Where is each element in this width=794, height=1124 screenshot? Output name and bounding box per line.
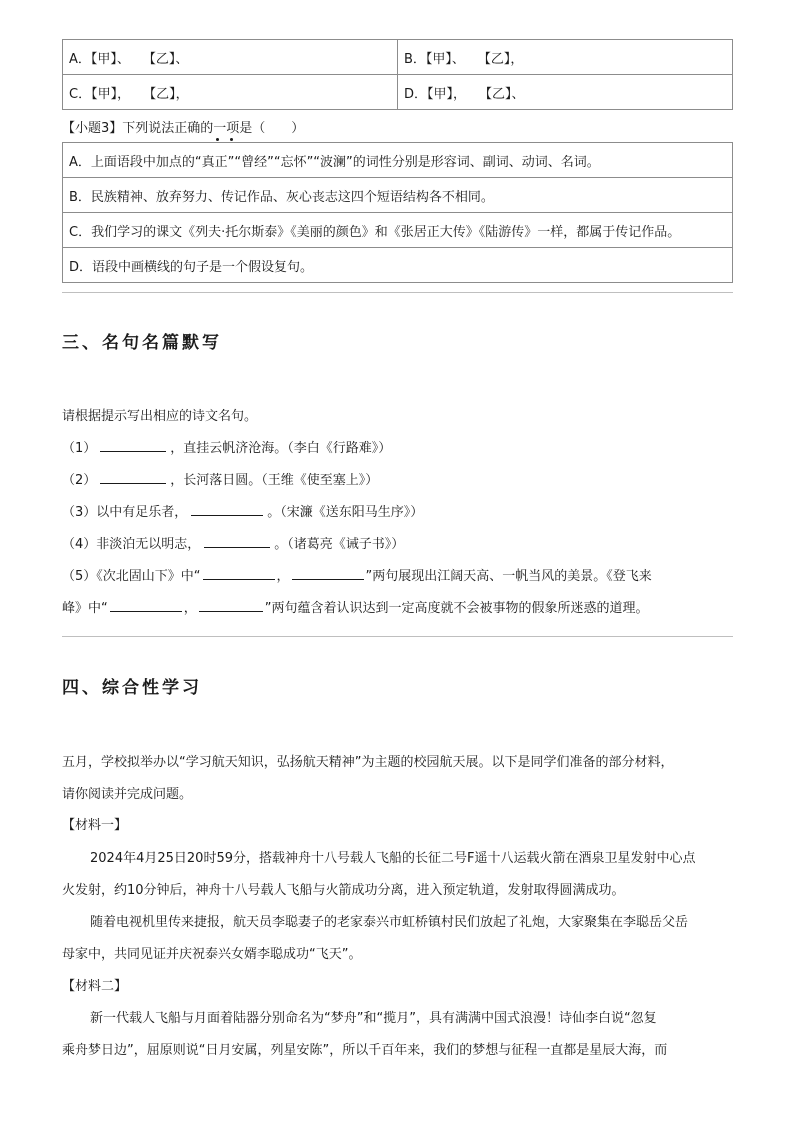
divider (62, 636, 733, 637)
choice-b[interactable]: B．【甲】、 【乙】， (398, 40, 733, 75)
poem-item-5-line1: （5）《次北固山下》中“ ， ”两句展现出江阔天高、一帆当风的美景。《登飞来 (62, 569, 652, 584)
q3-option-a[interactable]: A．上面语段中加点的“真正”“曾经”“忘怀”“波澜”的词性分别是形容词、副词、动词、名词。 (63, 143, 733, 178)
material-1-para-1-line1: 2024年4月25日20时59分，搭载神舟十八号载人飞船的长征二号F遥十八运载火箭在酒泉卫星发射中心点 (90, 851, 696, 866)
emphasis-dot (216, 138, 219, 141)
q3-option-c[interactable]: C．我们学习的课文《列夫·托尔斯泰》《美丽的颜色》和《张居正大传》《陆游传》一样，都属于传记作品。 (63, 213, 733, 248)
answer-blank[interactable] (100, 471, 166, 484)
material-1-label: 【材料一】 (62, 818, 128, 833)
material-2-label: 【材料二】 (62, 979, 128, 994)
answer-blank[interactable] (203, 567, 275, 580)
material-1-para-2-line2: 母家中，共同见证并庆祝泰兴女婿李聪成功“飞天”。 (62, 947, 362, 962)
choice-a[interactable]: A．【甲】、 【乙】、 (63, 40, 398, 75)
q3-options-table (62, 142, 733, 283)
section-4-intro-line1: 五月，学校拟举办以“学习航天知识，弘扬航天精神”为主题的校园航天展。以下是同学们准备的部分材料， (62, 755, 674, 770)
answer-blank[interactable] (110, 599, 182, 612)
section-3-title: 三、名句名篇默写 (62, 333, 222, 353)
choice-c[interactable]: C．【甲】， 【乙】， (63, 75, 398, 110)
answer-choices-table (62, 39, 733, 110)
q3-option-d[interactable]: D．语段中画横线的句子是一个假设复句。 (63, 248, 733, 283)
material-2-line1: 新一代载人飞船与月面着陆器分别命名为“梦舟”和“揽月”，具有满满中国式浪漫！诗仙李白说“忽复 (90, 1011, 657, 1026)
choice-d[interactable]: D．【甲】， 【乙】、 (398, 75, 733, 110)
poem-item-2: （2） ，长河落日圆。（王维《使至塞上》） (62, 473, 379, 488)
section-4-title: 四、综合性学习 (62, 678, 202, 698)
poem-item-1: （1） ，直挂云帆济沧海。（李白《行路难》） (62, 441, 392, 456)
answer-blank[interactable] (204, 535, 270, 548)
material-1-para-2-line1: 随着电视机里传来捷报，航天员李聪妻子的老家泰兴市虹桥镇村民们放起了礼炮，大家聚集在李聪岳父岳 (90, 915, 689, 930)
q3-option-b[interactable]: B．民族精神、放弃努力、传记作品、灰心丧志这四个短语结构各不相同。 (63, 178, 733, 213)
q3-prompt: 【小题3】下列说法正确的一项是（ ） (62, 121, 305, 136)
material-2-line2: 乘舟梦日边”，屈原则说“日月安属，列星安陈”，所以千百年来，我们的梦想与征程一直都是星辰大海，而 (62, 1043, 668, 1058)
section-4-intro-line2: 请你阅读并完成问题。 (62, 787, 193, 802)
answer-blank[interactable] (100, 439, 166, 452)
answer-blank[interactable] (191, 503, 263, 516)
material-1-para-1-line2: 火发射，约10分钟后，神舟十八号载人飞船与火箭成功分离，进入预定轨道，发射取得圆满成功。 (62, 883, 625, 898)
divider (62, 292, 733, 293)
answer-blank[interactable] (292, 567, 364, 580)
poem-item-3: （3）以中有足乐者， 。（宋濂《送东阳马生序》） (62, 505, 424, 520)
poem-item-5-line2: 峰》中“ ， ”两句蕴含着认识达到一定高度就不会被事物的假象所迷惑的道理。 (62, 601, 649, 616)
answer-blank[interactable] (199, 599, 263, 612)
poem-item-4: （4）非淡泊无以明志， 。（诸葛亮《诫子书》） (62, 537, 405, 552)
emphasis-dot (230, 138, 233, 141)
section-3-intro: 请根据提示写出相应的诗文名句。 (62, 409, 258, 424)
